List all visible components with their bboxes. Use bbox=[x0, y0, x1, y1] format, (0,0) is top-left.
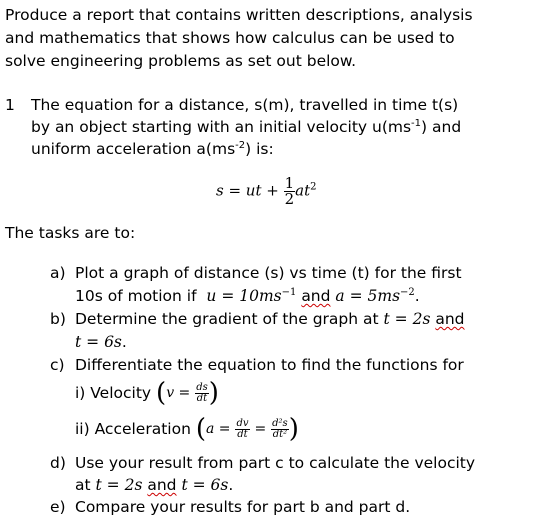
item1-line-2: by an object starting with an initial velocity $u(ms^{-1})$ and bbox=[31, 118, 462, 137]
task-b-line-2: t = 6s. bbox=[75, 333, 127, 351]
intro-line-2: and mathematics that shows how calculus can be used to bbox=[5, 29, 455, 47]
item1-line-3: uniform acceleration $a(ms^{-2})$ is: bbox=[31, 140, 274, 159]
distance-equation: s = ut + $\frac{1}{2}$ $at^2$ bbox=[216, 174, 317, 208]
task-d-line-2: at t = 2s and t = 6s. bbox=[75, 476, 234, 494]
item1-line-1: The equation for a distance, s(m), travelled in time t(s) bbox=[31, 96, 459, 114]
task-e-line-1: Compare your results for part b and part d. bbox=[75, 498, 411, 516]
task-c-label: c) bbox=[50, 356, 65, 374]
task-c-line-1: Differentiate the equation to find the functions for bbox=[75, 356, 464, 374]
task-b-label: b) bbox=[50, 310, 66, 328]
tasks-heading: The tasks are to: bbox=[5, 224, 136, 242]
intro-line-1: Produce a report that contains written descriptions, analysis bbox=[5, 6, 473, 24]
task-a-line-2: 10s of motion if $u = 10ms^{-1}$ and $a = 5ms^{-2}$. bbox=[75, 287, 420, 306]
task-d-label: d) bbox=[50, 454, 66, 472]
task-c-acceleration: ii) Acceleration (a = $\frac{dv}{dt}$ = $\frac{\text{d²s}}{\text{dt²}}$ ) bbox=[75, 414, 299, 444]
task-c-velocity: i) Velocity (v = $\frac{ds}{dt}$ ) bbox=[75, 378, 219, 408]
item-number: 1 bbox=[5, 96, 15, 114]
task-a-line-1: Plot a graph of distance (s) vs time (t) for the first bbox=[75, 264, 462, 282]
intro-line-3: solve engineering problems as set out below. bbox=[5, 52, 357, 70]
task-b-line-1: Determine the gradient of the graph at t = 2s and bbox=[75, 310, 465, 328]
task-d-line-1: Use your result from part c to calculate the velocity bbox=[75, 454, 476, 472]
task-e-label: e) bbox=[50, 498, 66, 516]
task-a-label: a) bbox=[50, 264, 66, 282]
